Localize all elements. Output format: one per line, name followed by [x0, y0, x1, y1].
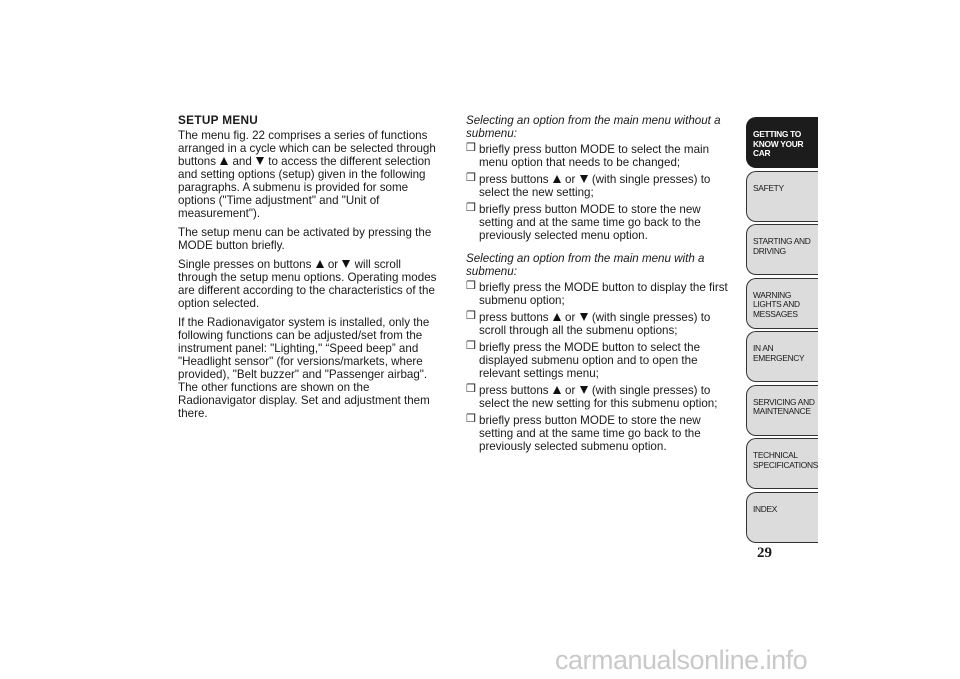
list-item [466, 384, 736, 410]
list-item-text: briefly press button MODE to select the main menu option that needs to be changed; [479, 143, 710, 169]
chapter-nav [746, 117, 818, 545]
nav-tab-index[interactable]: INDEX [746, 492, 818, 543]
list-item [466, 414, 736, 453]
checkbox-bullet-icon: ❒ [466, 280, 476, 292]
list-without-submenu [466, 143, 736, 242]
list-item-text: briefly press the MODE button to display the first submenu option; [479, 281, 728, 307]
arrow-down-icon [580, 175, 588, 183]
list-item [466, 143, 736, 169]
checkbox-bullet-icon: ❒ [466, 413, 476, 425]
text-run: and [229, 155, 256, 168]
list-item [466, 173, 736, 199]
nav-tab-technical-specifications[interactable]: TECHNICAL SPECIFICATIONS [746, 438, 818, 489]
heading-with-submenu: Selecting an option from the main menu with a submenu: [466, 252, 705, 278]
nav-tab-in-an-emergency[interactable]: IN AN EMERGENCY [746, 331, 818, 382]
page-number: 29 [757, 545, 772, 561]
list-item [466, 281, 736, 307]
paragraph-menu-description [178, 129, 440, 220]
section-title: SETUP MENU [178, 113, 259, 127]
text-run: press buttons [479, 173, 552, 186]
checkbox-bullet-icon: ❒ [466, 310, 476, 322]
text-run: to access the different selection and setting options (setup) given in the following paragraphs. A submenu is provided for some options ("Time adjustment" and "Unit of measurement"). [178, 155, 431, 220]
text-run: press buttons [479, 384, 552, 397]
text-run: (with single presses) to select the new setting; [479, 173, 711, 199]
checkbox-bullet-icon: ❒ [466, 202, 476, 214]
nav-tab-servicing-and-maintenance[interactable]: SERVICING AND MAINTENANCE [746, 385, 818, 436]
watermark: carmanualsonline.info [555, 645, 808, 675]
arrow-up-icon [553, 175, 561, 183]
list-item [466, 311, 736, 337]
heading-without-submenu: Selecting an option from the main menu without a submenu: [466, 114, 721, 140]
checkbox-bullet-icon: ❒ [466, 383, 476, 395]
arrow-down-icon [256, 157, 264, 165]
arrow-down-icon [342, 260, 350, 268]
list-item-text: briefly press the MODE button to select the displayed submenu option and to open the relevant settings menu; [479, 341, 701, 380]
left-column [178, 114, 440, 426]
text-run: or [561, 173, 579, 186]
arrow-up-icon [553, 386, 561, 394]
text-run: or [561, 384, 579, 397]
text-run: or [324, 258, 342, 271]
arrow-down-icon [580, 313, 588, 321]
text-run: or [561, 311, 579, 324]
arrow-up-icon [316, 260, 324, 268]
paragraph-activation: The setup menu can be activated by pressing the MODE button briefly. [178, 226, 432, 252]
checkbox-bullet-icon: ❒ [466, 172, 476, 184]
list-item [466, 341, 736, 380]
nav-tab-safety[interactable]: SAFETY [746, 171, 818, 222]
arrow-up-icon [553, 313, 561, 321]
nav-tab-getting-to-know-your-car[interactable]: GETTING TO KNOW YOUR CAR [746, 117, 818, 168]
list-item [466, 203, 736, 242]
list-with-submenu [466, 281, 736, 453]
text-run: will scroll through the setup menu options. Operating modes are different according to the characteristics of the option selected. [178, 258, 437, 310]
arrow-up-icon [220, 157, 228, 165]
checkbox-bullet-icon: ❒ [466, 340, 476, 352]
paragraph-radionavigator: If the Radionavigator system is installed, only the following functions can be adjusted/set from the instrument panel: "Lighting," “Speed beep” and "Headlight sensor" (for versions/markets, where provided), "Belt buzzer" and "Passenger airbag". The other functions are shown on the Radionavigator display. Set and adjustment them there. [178, 316, 430, 420]
text-run: The menu fig. 22 comprises a series of functions arranged in a cycle which can be selected through buttons [178, 129, 436, 168]
checkbox-bullet-icon: ❒ [466, 142, 476, 154]
list-item-text: briefly press button MODE to store the new setting and at the same time go back to the previously selected menu option. [479, 203, 701, 242]
nav-tab-warning-lights-and-messages[interactable]: WARNING LIGHTS AND MESSAGES [746, 278, 818, 329]
nav-tab-starting-and-driving[interactable]: STARTING AND DRIVING [746, 224, 818, 275]
text-run: press buttons [479, 311, 552, 324]
arrow-down-icon [580, 386, 588, 394]
paragraph-scroll [178, 258, 440, 310]
right-column [466, 114, 736, 457]
text-run: (with single presses) to select the new setting for this submenu option; [479, 384, 718, 410]
list-item-text: briefly press button MODE to store the new setting and at the same time go back to the previously selected submenu option. [479, 414, 701, 453]
text-run: (with single presses) to scroll through all the submenu options; [479, 311, 711, 337]
text-run: Single presses on buttons [178, 258, 315, 271]
